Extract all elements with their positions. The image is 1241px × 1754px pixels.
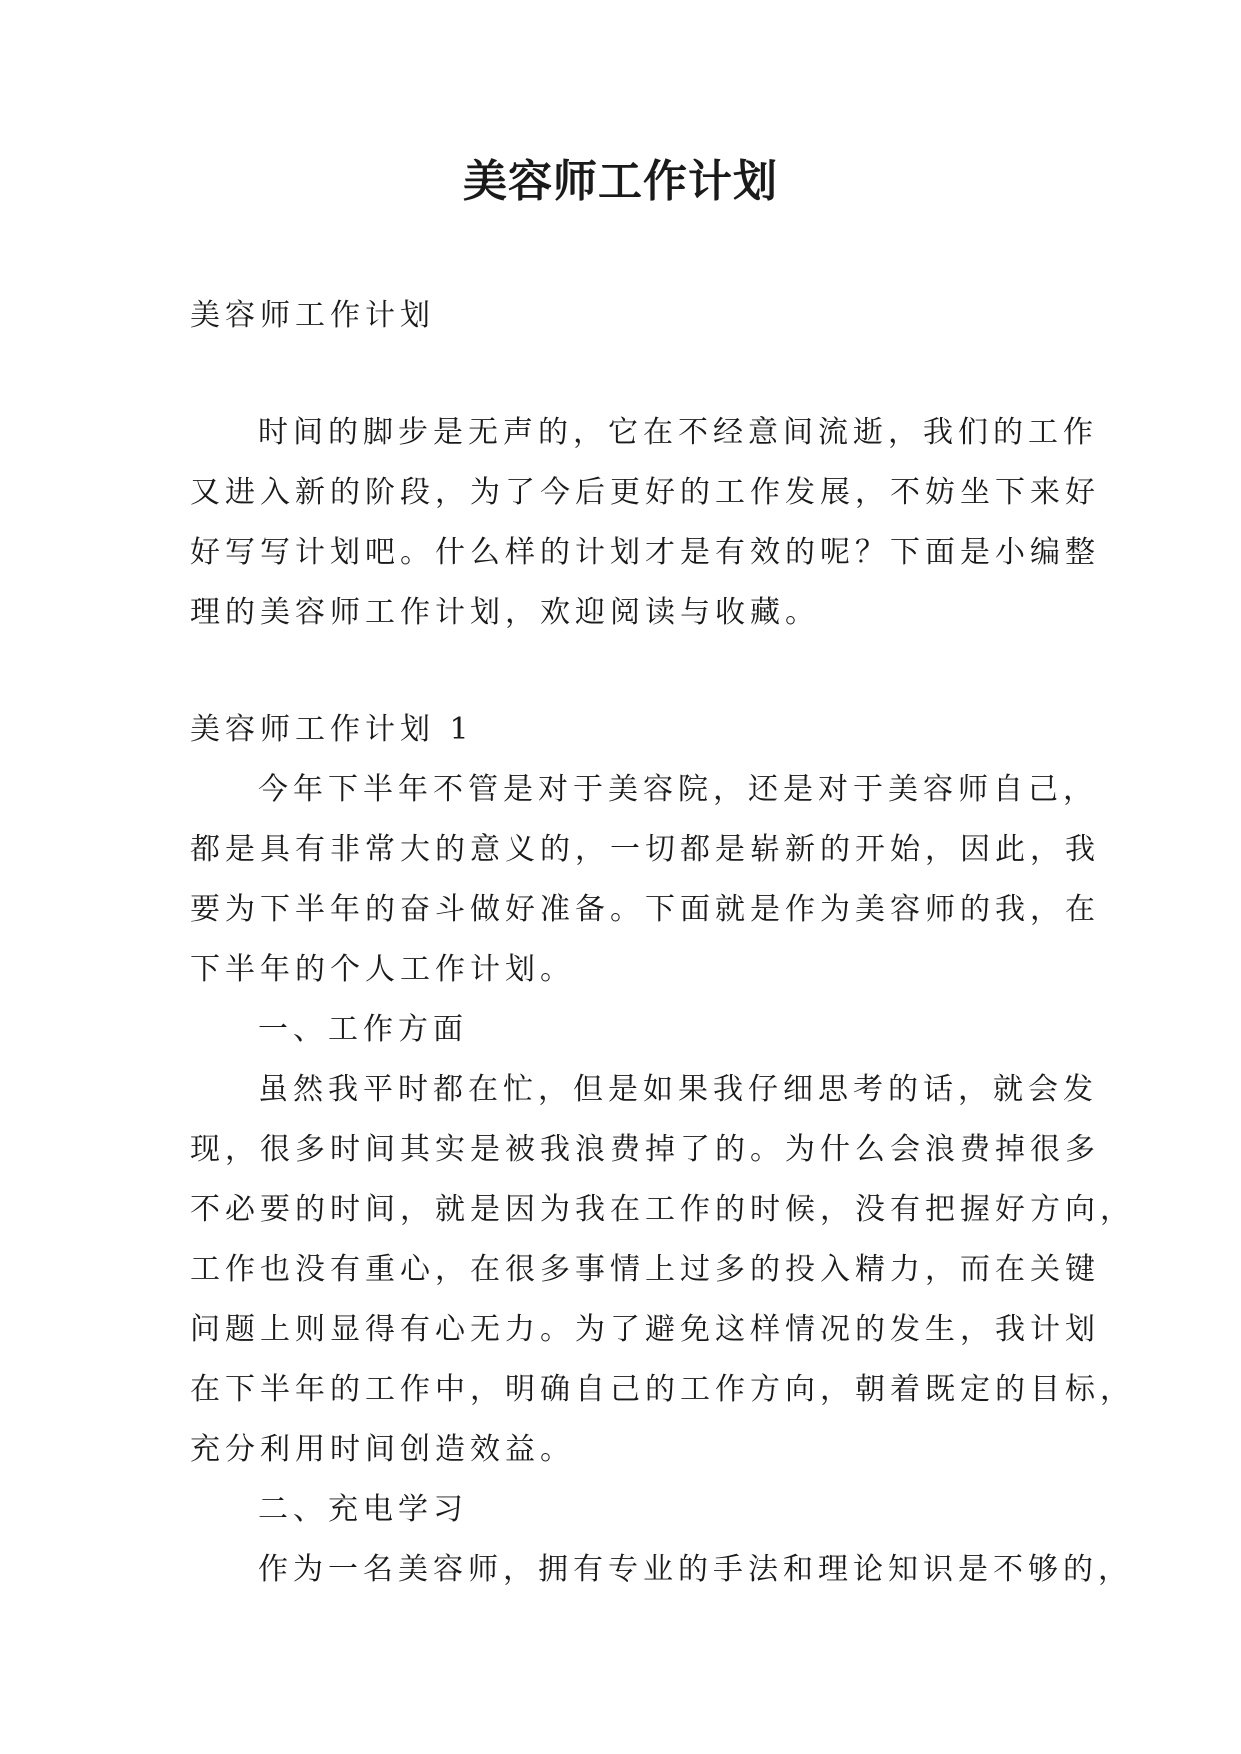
plan-line: 今年下半年不管是对于美容院，还是对于美容师自己，	[258, 772, 1098, 807]
work-line: 工作也没有重心，在很多事情上过多的投入精力，而在关键	[190, 1252, 1100, 1287]
plan-line: 下半年的个人工作计划。	[190, 952, 575, 987]
intro-line: 时间的脚步是无声的，它在不经意间流逝，我们的工作	[258, 415, 1098, 450]
plan-heading: 美容师工作计划 1	[190, 712, 474, 747]
work-line: 问题上则显得有心无力。为了避免这样情况的发生，我计划	[190, 1312, 1100, 1347]
document-body	[190, 286, 1135, 1600]
study-line: 作为一名美容师，拥有专业的手法和理论知识是不够的，	[258, 1552, 1133, 1587]
subsection-heading: 二、充电学习	[258, 1492, 468, 1527]
work-line: 现，很多时间其实是被我浪费掉了的。为什么会浪费掉很多	[190, 1132, 1100, 1167]
plan-line: 要为下半年的奋斗做好准备。下面就是作为美容师的我，在	[190, 892, 1100, 927]
work-line: 不必要的时间，就是因为我在工作的时候，没有把握好方向，	[190, 1192, 1135, 1227]
intro-line: 好写写计划吧。什么样的计划才是有效的呢？下面是小编整	[190, 535, 1100, 570]
work-line: 虽然我平时都在忙，但是如果我仔细思考的话，就会发	[258, 1072, 1098, 1107]
work-line: 充分利用时间创造效益。	[190, 1432, 575, 1467]
blank-line	[190, 643, 1070, 700]
section-heading: 美容师工作计划	[190, 298, 435, 333]
subsection-heading: 一、工作方面	[258, 1012, 468, 1047]
intro-line: 理的美容师工作计划，欢迎阅读与收藏。	[190, 595, 820, 630]
blank-line	[190, 346, 1070, 403]
plan-line: 都是具有非常大的意义的，一切都是崭新的开始，因此，我	[190, 832, 1100, 867]
intro-line: 又进入新的阶段，为了今后更好的工作发展，不妨坐下来好	[190, 475, 1100, 510]
document-title: 美容师工作计划	[463, 156, 778, 207]
work-line: 在下半年的工作中，明确自己的工作方向，朝着既定的目标，	[190, 1372, 1135, 1407]
